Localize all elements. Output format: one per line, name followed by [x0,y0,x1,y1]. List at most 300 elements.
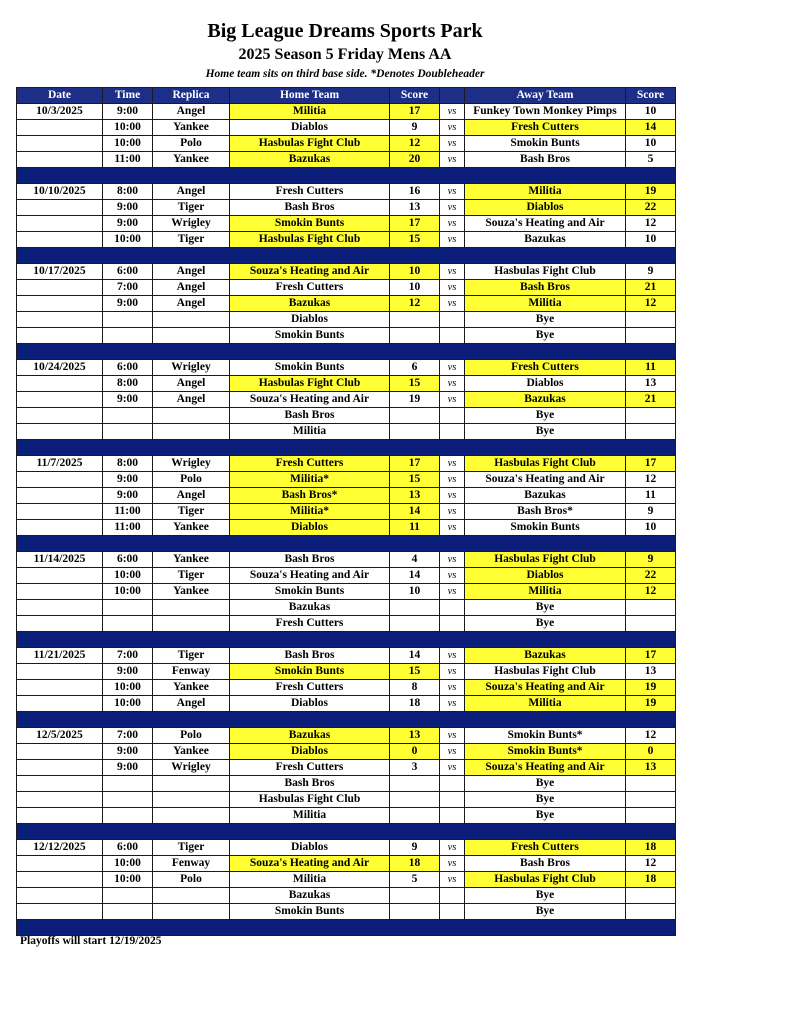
away-team-cell: Souza's Heating and Air [465,472,626,488]
vs-cell [440,600,465,616]
game-row [17,792,676,808]
away-team-cell: Bash Bros* [465,504,626,520]
date-cell [17,376,103,392]
replica-cell: Tiger [153,232,230,248]
time-cell: 10:00 [103,584,153,600]
vs-cell: vs [440,856,465,872]
home-team-cell: Souza's Heating and Air [230,264,390,280]
replica-cell: Angel [153,376,230,392]
home-team-cell: Smokin Bunts [230,360,390,376]
away-team-cell: Militia [465,584,626,600]
game-row [17,200,676,216]
date-cell [17,488,103,504]
away-team-cell: Diablos [465,568,626,584]
away-score-cell: 10 [626,136,676,152]
away-score-cell [626,808,676,824]
away-score-cell [626,616,676,632]
home-score-cell: 17 [390,216,440,232]
game-row [17,472,676,488]
time-cell: 9:00 [103,296,153,312]
away-team-cell: Hasbulas Fight Club [465,264,626,280]
away-score-cell: 12 [626,472,676,488]
date-cell: 11/14/2025 [17,552,103,568]
home-score-cell: 15 [390,376,440,392]
away-score-cell: 13 [626,664,676,680]
time-cell: 6:00 [103,552,153,568]
home-team-cell: Militia [230,424,390,440]
away-team-cell: Smokin Bunts [465,136,626,152]
home-score-cell: 3 [390,760,440,776]
home-score-cell [390,424,440,440]
away-team-cell: Bye [465,776,626,792]
date-cell [17,680,103,696]
table-body [17,104,676,936]
date-cell [17,328,103,344]
vs-cell: vs [440,760,465,776]
date-cell [17,792,103,808]
away-team-cell: Fresh Cutters [465,840,626,856]
home-score-cell [390,408,440,424]
home-score-cell: 10 [390,280,440,296]
replica-cell: Fenway [153,856,230,872]
away-score-cell: 17 [626,648,676,664]
home-team-cell: Militia [230,104,390,120]
vs-cell: vs [440,680,465,696]
time-cell: 9:00 [103,760,153,776]
replica-cell: Tiger [153,504,230,520]
week-separator [17,344,676,360]
time-cell: 11:00 [103,520,153,536]
vs-cell: vs [440,296,465,312]
replica-cell: Polo [153,872,230,888]
away-team-cell: Hasbulas Fight Club [465,456,626,472]
week-separator [17,920,676,936]
replica-cell: Yankee [153,520,230,536]
away-team-cell: Bye [465,408,626,424]
vs-cell [440,776,465,792]
replica-cell: Wrigley [153,760,230,776]
replica-cell [153,600,230,616]
game-row [17,696,676,712]
replica-cell: Angel [153,392,230,408]
game-row [17,408,676,424]
replica-cell: Angel [153,488,230,504]
week-separator [17,248,676,264]
time-cell: 10:00 [103,680,153,696]
replica-cell: Yankee [153,152,230,168]
home-team-cell: Souza's Heating and Air [230,392,390,408]
date-cell: 11/21/2025 [17,648,103,664]
home-team-cell: Hasbulas Fight Club [230,232,390,248]
home-score-cell: 14 [390,504,440,520]
home-score-cell: 18 [390,856,440,872]
game-row [17,680,676,696]
away-score-cell: 19 [626,696,676,712]
away-score-cell: 9 [626,552,676,568]
away-score-cell: 19 [626,184,676,200]
home-team-cell: Bazukas [230,296,390,312]
vs-cell: vs [440,136,465,152]
home-team-cell: Hasbulas Fight Club [230,376,390,392]
vs-cell: vs [440,568,465,584]
away-team-cell: Bye [465,792,626,808]
date-cell [17,504,103,520]
date-cell [17,776,103,792]
away-score-cell: 5 [626,152,676,168]
time-cell: 8:00 [103,184,153,200]
home-score-cell [390,904,440,920]
time-cell: 6:00 [103,360,153,376]
date-cell [17,856,103,872]
home-team-cell: Souza's Heating and Air [230,568,390,584]
home-score-cell [390,808,440,824]
date-cell [17,888,103,904]
col-header-date: Date [17,88,103,104]
home-score-cell: 8 [390,680,440,696]
vs-cell [440,888,465,904]
home-score-cell [390,776,440,792]
home-team-cell: Smokin Bunts [230,216,390,232]
home-team-cell: Smokin Bunts [230,328,390,344]
date-cell [17,296,103,312]
replica-cell: Tiger [153,840,230,856]
home-team-cell: Fresh Cutters [230,616,390,632]
away-score-cell: 13 [626,760,676,776]
home-team-cell: Diablos [230,312,390,328]
home-score-cell: 10 [390,264,440,280]
replica-cell: Wrigley [153,456,230,472]
date-cell [17,696,103,712]
date-cell [17,616,103,632]
home-score-cell: 18 [390,696,440,712]
home-team-cell: Fresh Cutters [230,680,390,696]
away-score-cell: 18 [626,872,676,888]
separator-bar [17,344,676,360]
away-team-cell: Diablos [465,376,626,392]
replica-cell: Tiger [153,200,230,216]
time-cell: 7:00 [103,280,153,296]
date-cell: 10/24/2025 [17,360,103,376]
time-cell: 6:00 [103,264,153,280]
home-score-cell: 12 [390,296,440,312]
vs-cell: vs [440,392,465,408]
date-cell [17,584,103,600]
home-team-cell: Diablos [230,120,390,136]
away-team-cell: Militia [465,296,626,312]
away-team-cell: Bazukas [465,232,626,248]
game-row [17,904,676,920]
replica-cell: Yankee [153,680,230,696]
schedule-note: Home team sits on third base side. *Denotes Doubleheader [205,68,485,80]
date-cell [17,136,103,152]
away-team-cell: Bye [465,904,626,920]
away-score-cell: 21 [626,280,676,296]
game-row [17,728,676,744]
home-score-cell: 15 [390,232,440,248]
replica-cell: Angel [153,184,230,200]
week-separator [17,712,676,728]
vs-cell: vs [440,152,465,168]
replica-cell: Yankee [153,744,230,760]
replica-cell [153,616,230,632]
time-cell: 9:00 [103,472,153,488]
away-score-cell: 10 [626,104,676,120]
time-cell: 9:00 [103,744,153,760]
away-score-cell: 19 [626,680,676,696]
game-row [17,888,676,904]
away-score-cell: 11 [626,360,676,376]
game-row [17,584,676,600]
away-score-cell: 12 [626,728,676,744]
home-team-cell: Diablos [230,520,390,536]
date-cell [17,216,103,232]
replica-cell [153,904,230,920]
time-cell: 7:00 [103,648,153,664]
time-cell: 11:00 [103,504,153,520]
game-row [17,808,676,824]
replica-cell: Angel [153,696,230,712]
home-score-cell: 0 [390,744,440,760]
time-cell [103,808,153,824]
separator-bar [17,632,676,648]
home-team-cell: Smokin Bunts [230,904,390,920]
time-cell [103,888,153,904]
replica-cell [153,408,230,424]
home-team-cell: Bazukas [230,728,390,744]
replica-cell: Fenway [153,664,230,680]
date-cell: 10/17/2025 [17,264,103,280]
col-header-time: Time [103,88,153,104]
away-score-cell: 18 [626,840,676,856]
replica-cell: Angel [153,104,230,120]
week-separator [17,168,676,184]
date-cell: 12/12/2025 [17,840,103,856]
away-score-cell [626,408,676,424]
home-team-cell: Bash Bros* [230,488,390,504]
replica-cell: Polo [153,472,230,488]
week-separator [17,536,676,552]
home-team-cell: Hasbulas Fight Club [230,136,390,152]
time-cell: 10:00 [103,696,153,712]
home-score-cell: 15 [390,472,440,488]
home-team-cell: Militia [230,808,390,824]
page-subtitle: 2025 Season 5 Friday Mens AA [238,46,452,63]
separator-bar [17,536,676,552]
date-cell [17,600,103,616]
home-team-cell: Fresh Cutters [230,456,390,472]
date-cell [17,232,103,248]
home-score-cell: 12 [390,136,440,152]
time-cell: 9:00 [103,200,153,216]
separator-bar [17,824,676,840]
away-score-cell: 21 [626,392,676,408]
separator-bar [17,920,676,936]
away-score-cell: 12 [626,856,676,872]
home-score-cell [390,312,440,328]
game-row [17,744,676,760]
home-score-cell [390,600,440,616]
replica-cell: Angel [153,296,230,312]
away-team-cell: Souza's Heating and Air [465,216,626,232]
vs-cell: vs [440,472,465,488]
date-cell [17,568,103,584]
time-cell: 8:00 [103,456,153,472]
time-cell [103,408,153,424]
away-score-cell: 10 [626,520,676,536]
away-team-cell: Smokin Bunts* [465,744,626,760]
replica-cell [153,792,230,808]
away-team-cell: Bazukas [465,392,626,408]
date-cell: 10/10/2025 [17,184,103,200]
home-team-cell: Militia [230,872,390,888]
time-cell: 10:00 [103,136,153,152]
replica-cell: Wrigley [153,216,230,232]
game-row [17,296,676,312]
home-team-cell: Bazukas [230,888,390,904]
game-row [17,184,676,200]
game-row [17,616,676,632]
game-row [17,872,676,888]
time-cell: 11:00 [103,152,153,168]
away-score-cell [626,600,676,616]
game-row [17,280,676,296]
page-title: Big League Dreams Sports Park [207,20,483,42]
time-cell [103,312,153,328]
game-row [17,152,676,168]
schedule-table [16,87,676,936]
vs-cell [440,616,465,632]
away-score-cell: 13 [626,376,676,392]
home-score-cell: 20 [390,152,440,168]
away-score-cell: 14 [626,120,676,136]
time-cell: 9:00 [103,104,153,120]
time-cell [103,600,153,616]
date-cell [17,520,103,536]
replica-cell [153,328,230,344]
home-score-cell: 9 [390,120,440,136]
game-row [17,392,676,408]
home-team-cell: Diablos [230,744,390,760]
home-score-cell: 16 [390,184,440,200]
away-team-cell: Fresh Cutters [465,120,626,136]
game-row [17,360,676,376]
away-team-cell: Smokin Bunts* [465,728,626,744]
week-separator [17,824,676,840]
game-row [17,456,676,472]
vs-cell: vs [440,264,465,280]
home-score-cell [390,328,440,344]
vs-cell [440,328,465,344]
away-team-cell: Bazukas [465,488,626,504]
away-team-cell: Bye [465,328,626,344]
away-score-cell: 17 [626,456,676,472]
vs-cell: vs [440,184,465,200]
away-team-cell: Funkey Town Monkey Pimps [465,104,626,120]
home-score-cell: 14 [390,568,440,584]
away-team-cell: Bash Bros [465,280,626,296]
home-team-cell: Hasbulas Fight Club [230,792,390,808]
vs-cell: vs [440,520,465,536]
time-cell [103,424,153,440]
home-score-cell: 9 [390,840,440,856]
away-team-cell: Militia [465,696,626,712]
game-row [17,760,676,776]
col-header-home-score: Score [390,88,440,104]
date-cell [17,760,103,776]
home-score-cell [390,792,440,808]
away-team-cell: Hasbulas Fight Club [465,872,626,888]
away-score-cell: 11 [626,488,676,504]
col-header-home-team: Home Team [230,88,390,104]
date-cell: 10/3/2025 [17,104,103,120]
game-row [17,104,676,120]
away-team-cell: Bye [465,312,626,328]
replica-cell: Wrigley [153,360,230,376]
col-header-away-team: Away Team [465,88,626,104]
replica-cell: Yankee [153,552,230,568]
away-team-cell: Bash Bros [465,856,626,872]
col-header-away-score: Score [626,88,676,104]
home-score-cell: 19 [390,392,440,408]
replica-cell [153,776,230,792]
time-cell: 6:00 [103,840,153,856]
game-row [17,120,676,136]
home-team-cell: Diablos [230,696,390,712]
separator-bar [17,440,676,456]
home-team-cell: Bash Bros [230,552,390,568]
time-cell: 10:00 [103,856,153,872]
away-team-cell: Bash Bros [465,152,626,168]
away-score-cell [626,904,676,920]
date-cell [17,664,103,680]
away-team-cell: Souza's Heating and Air [465,680,626,696]
game-row [17,664,676,680]
vs-cell [440,904,465,920]
replica-cell: Angel [153,264,230,280]
game-row [17,856,676,872]
vs-cell: vs [440,664,465,680]
away-score-cell [626,888,676,904]
col-header-replica: Replica [153,88,230,104]
time-cell [103,616,153,632]
replica-cell: Polo [153,728,230,744]
time-cell: 9:00 [103,216,153,232]
vs-cell: vs [440,120,465,136]
replica-cell: Tiger [153,648,230,664]
away-team-cell: Hasbulas Fight Club [465,552,626,568]
away-score-cell [626,312,676,328]
home-team-cell: Souza's Heating and Air [230,856,390,872]
table-header [17,88,676,104]
date-cell: 11/7/2025 [17,456,103,472]
home-score-cell: 17 [390,104,440,120]
game-row [17,600,676,616]
home-score-cell: 14 [390,648,440,664]
time-cell: 7:00 [103,728,153,744]
away-score-cell: 12 [626,296,676,312]
away-score-cell: 9 [626,504,676,520]
away-team-cell: Bye [465,616,626,632]
vs-cell: vs [440,232,465,248]
away-team-cell: Bye [465,600,626,616]
home-team-cell: Militia* [230,472,390,488]
game-row [17,840,676,856]
vs-cell: vs [440,504,465,520]
game-row [17,424,676,440]
week-separator [17,632,676,648]
home-team-cell: Fresh Cutters [230,184,390,200]
home-team-cell: Bazukas [230,600,390,616]
